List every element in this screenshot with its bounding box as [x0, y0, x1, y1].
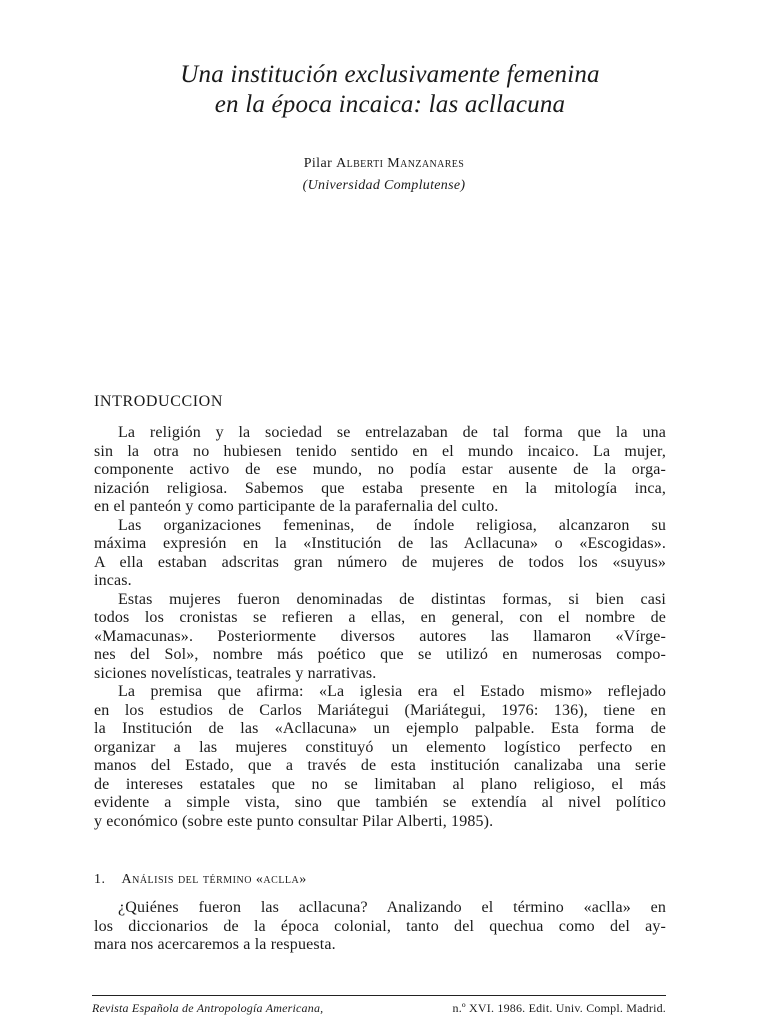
paragraph [94, 591, 666, 684]
text-line: A ella estaban adscritas gran número de mujeres de todos los «suyus» [94, 553, 666, 571]
text-line: nización religiosa. Sabemos que estaba presente en la mitología inca, [94, 479, 666, 497]
text-line: máxima expresión en la «Institución de las Acllacuna» o «Escogidas». [94, 535, 666, 552]
author-affiliation: (Universidad Complutense) [302, 178, 466, 193]
text-line: componente activo de ese mundo, no podía estar ausente de la orga- [94, 461, 666, 478]
text-line: en los estudios de Carlos Mariátegui (Mariátegui, 1976: 136), tiene en [94, 701, 666, 719]
paragraph [94, 683, 666, 831]
text-line: ¿Quiénes fueron las acllacuna? Analizando el término «aclla» en [118, 899, 666, 916]
footer [92, 1001, 666, 1016]
text-line: de intereses estatales que no se limitaban al plano religioso, el más [94, 775, 666, 793]
text-line: evidente a simple vista, sino que también se extendía al nivel político [94, 794, 666, 811]
text-line: los diccionarios de la época colonial, tanto del quechua como del ay- [94, 917, 666, 935]
paragraph [94, 424, 666, 517]
footer-divider [92, 995, 666, 996]
paragraph [94, 517, 666, 591]
text-line: Estas mujeres fueron denominadas de distintas formas, si bien casi [118, 590, 666, 608]
section-heading-1 [94, 872, 307, 888]
section-title: Análisis del término «aclla» [121, 872, 307, 887]
section-heading-introduccion: INTRODUCCION [94, 393, 223, 410]
text-line: sin la otra no hubiesen tenido sentido en el mundo incaico. La mujer, [94, 442, 666, 460]
text-line: mara nos acercaremos a la respuesta. [94, 936, 336, 953]
text-line: incas. [94, 572, 132, 589]
text-line: siciones novelísticas, teatrales y narrativas. [94, 664, 377, 682]
text-line: La premisa que afirma: «La iglesia era el Estado mismo» reflejado [118, 683, 666, 700]
footer-issue-info: n.º XVI. 1986. Edit. Univ. Compl. Madrid. [452, 1001, 666, 1015]
text-line: la Institución de las «Acllacuna» un ejemplo palpable. Esta forma de [94, 720, 666, 737]
paragraph [94, 899, 666, 955]
author-name [0, 156, 768, 172]
text-line: Las organizaciones femeninas, de índole religiosa, alcanzaron su [118, 516, 666, 534]
author-last-name: Alberti Manzanares [336, 156, 465, 171]
article-title-line-1: Una institución exclusivamente femenina [180, 61, 600, 88]
section-number: 1. [94, 872, 106, 887]
text-line: La religión y la sociedad se entrelazaban de tal forma que la una [118, 424, 666, 441]
text-line: organizar a las mujeres constituyó un elemento logístico perfecto en [94, 738, 666, 756]
text-line: manos del Estado, que a través de esta institución canalizaba una serie [94, 757, 666, 774]
article-title-line-2: en la época incaica: las acllacuna [214, 91, 566, 118]
author-first-name: Pilar [303, 156, 333, 171]
text-line: todos los cronistas se refieren a ellas, en general, con el nombre de [94, 609, 666, 626]
text-line: y económico (sobre este punto consultar Pilar Alberti, 1985). [94, 812, 494, 830]
footer-journal-name: Revista Española de Antropología Americana, [92, 1001, 324, 1015]
text-line: nes del Sol», nombre más poético que se utilizó en numerosas compo- [94, 646, 666, 663]
text-line: «Mamacunas». Posteriormente diversos autores las llamaron «Vírge- [94, 627, 666, 645]
text-line: en el panteón y como participante de la parafernalia del culto. [94, 498, 499, 515]
